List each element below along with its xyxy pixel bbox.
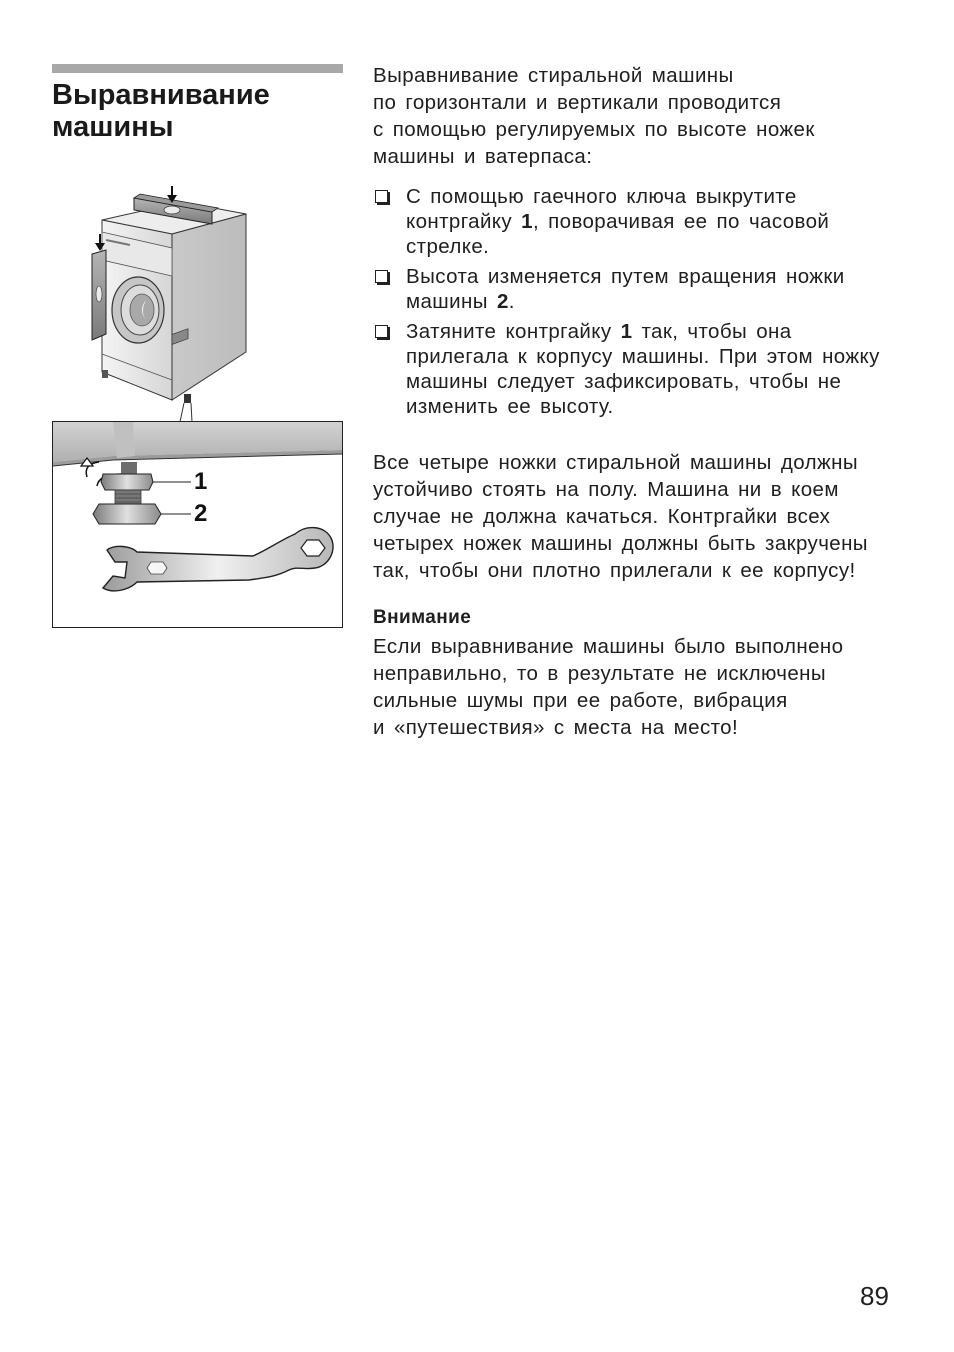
title-rule [52,64,343,73]
checkbox-bullet-icon [375,190,388,203]
warning-heading: Внимание [373,607,472,628]
list-item: Затяните контргайку 1 так, чтобы она прилегала к корпусу машины. При этом ножку машины следует зафиксировать, чтобы не изменить ее высоту. [373,319,898,419]
checkbox-bullet-icon [375,325,388,338]
page-number: 89 [860,1281,889,1311]
checkbox-bullet-icon [375,270,388,283]
stability-paragraph: Все четыре ножки стиральной машины должны устойчиво стоять на полу. Машина ни в коем случае не должна качаться. Контргайки всех четырех ножек машины должны быть закручены так, чтобы они плотно прилегали к ее корпусу! [373,451,868,582]
list-item: С помощью гаечного ключа выкрутите контргайку 1, поворачивая ее по часовой стрелке. [373,184,898,259]
list-item: Высота изменяется путем вращения ножки машины 2. [373,264,898,314]
washing-machine-illustration [80,182,260,422]
content-column [373,62,898,741]
callout-2-foot: 2 [194,500,208,527]
page-title: Выравнивание машины [52,79,270,143]
steps-list [373,184,898,419]
warning-paragraph: Если выравнивание машины было выполнено неправильно, то в результате не исключены сильные шумы при ее работе, вибрация и «путешествия» с места на место! [373,635,844,739]
intro-paragraph: Выравнивание стиральной машины по горизонтали и вертикали проводится с помощью регулируемых по высоте ножек машины и ватерпаса: [373,64,815,168]
foot-adjustment-detail [52,421,343,628]
callout-1-locknut: 1 [194,468,208,495]
